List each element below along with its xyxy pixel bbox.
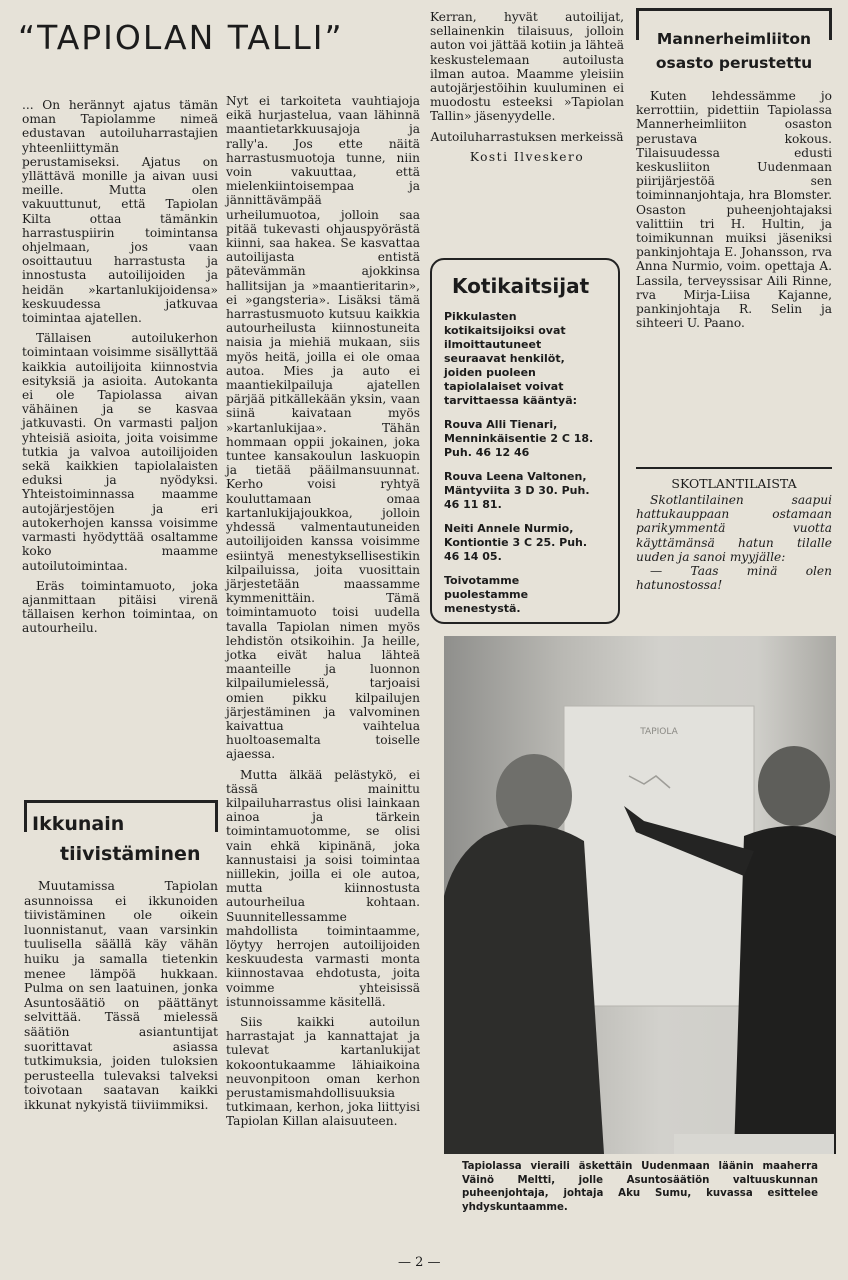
- skotlanti-body: Skotlantilainen saapui hattukauppaan ostamaan parikymmentä vuotta käyttämänsä hatun tilalle uuden ja sanoi myyjälle:: [636, 493, 832, 564]
- main-article-col1: [22, 98, 218, 642]
- mannerheim-heading: [636, 8, 832, 75]
- photo-illustration: [444, 636, 836, 1154]
- window-article: [24, 800, 218, 1119]
- main-article-col3: [430, 10, 624, 170]
- kotikaitsijat-entry: Neiti Annele Nurmio, Kontiontie 3 C 25. Puh. 46 14 05.: [444, 522, 588, 563]
- heading-bar-right: [215, 800, 218, 832]
- window-article-title-line1: Ikkunain: [32, 813, 125, 835]
- photo: [444, 636, 836, 1154]
- kotikaitsijat-entry: Rouva Alli Tienari, Menninkäisentie 2 C 18. Puh. 46 12 46: [444, 418, 594, 459]
- main-article-paragraph: Eräs toimintamuoto, joka ajanmittaan pitäisi virenä tällaisen kerhon toimintaa, on autourheilu.: [22, 578, 218, 636]
- mannerheim-body: Kuten lehdessämme jo kerrottiin, pidettiin Tapiolassa Mannerheimliiton osaston perustava kokous. Tilaisuudessa edusti keskusliiton Uudenmaan piirijärjestöä sen toiminnanjohtaja, hra Blomster. Osaston puheenjohtajaksi valittiin tri H. Hultin, ja toimikunnan muiksi jäseniksi pankinjohtaja E. Johansson, rva Anna Nurmio, voim. opettaja A. Lassila, terveyssisar Aili Rinne, rva Mirja-Liisa Kajanne, pankinjohtaja R. Selin ja sihteeri U. Paano.: [636, 89, 832, 331]
- main-article-paragraph: ... On herännyt ajatus tämän oman Tapiolamme nimeä edustavan autoiluharrastajien yhteenliittymän perustamiseksi. Ajatus on yllättävä monille ja aivan uusi meille. Mutta olen vakuuttunut, että Tapiolan Kilta ottaa tämänkin harrastuspiirin toimintansa ohjelmaan, jos vaan osoittautuu harrastusta ja innostusta autoilijoiden ja heidän »kartanlukijoidensa» keskuudessa jatkuvaa toimintaa ajatellen.: [22, 98, 218, 326]
- window-article-heading: [24, 800, 218, 869]
- mannerheim-title-line2: osasto perustettu: [655, 54, 813, 72]
- table-edge: [674, 1134, 834, 1154]
- photo-caption: Tapiolassa vieraili äskettäin Uudenmaan läänin maaherra Väinö Meltti, jolle Asuntosäätiön valtuuskunnan puheenjohtaja, johtaja Aku Sumu, kuvassa esittelee yhdyskuntaamme.: [462, 1161, 818, 1213]
- mannerheim-title-line1: Mannerheimliiton: [656, 30, 812, 48]
- main-article-paragraph: Nyt ei tarkoiteta vauhtiajoja eikä hurjastelua, vaan lähinnä maantietarkkuusajoja ja rally'a. Jos ette näitä harrastusmuotoja tunne, niin voin vakuuttaa, että mielenkiintoisempaa ja jännittävämpää urheilumuotoa, jolloin saa pitää tukevasti ohjauspyörästä kiinni, saa hakea. Se kasvattaa autoilijasta entistä pätevämmän ajokkinsa hallitsijan ja »maantieritarin», ei »gangsteria». Lisäksi tämä harrastusmuoto kutsuu kaikkia autourheilusta kiinnostuneita naisia ja miehiä mukaan, siis myös heitä, joilla ei ole omaa autoa. Mies ja auto ei maantiekilpailuja ajatellen pärjää pitkällekään yksin, vaan siinä kaivataan myös »kartanlukijaa». Tähän hommaan oppii jokainen, joka tuntee kansakoulun laskuopin ja tietää pääilmansuunnat. Kerho voisi ryhtyä kouluttamaan omaa kartanlukijajoukkoa, jolloin yhdessä valmentautuneiden autoilijoiden kanssa voisimme esiintyä menestyksellisestikin kilpailuissa, joita vuosittain järjestetään maassamme kymmenittäin. Tämä toimintamuoto toisi uudella tavalla Tapiolan nimen myös lehdistön otsikoihin. Ja heille, jotka eivät halua lähteä maanteille ja luonnon kilpailumielessä, tarjoaisi omien pikku kilpailujen järjestäminen ja valvominen kaivattua vaihtelua huoltoasemalta toiselle ajaessa.: [226, 94, 420, 762]
- kotikaitsijat-entry: Rouva Leena Valtonen, Mäntyviita 3 D 30. Puh. 46 11 81.: [444, 470, 590, 511]
- main-article-paragraph: Siis kaikki autoilun harrastajat ja kannattajat ja tulevat kartanlukijat kokoontukaamme lähiaikoina neuvonpitoon oman kerhon perustamismahdollisuuksia tutkimaan, kerhon, joka liittyisi Tapiolan Killan alaisuuteen.: [226, 1015, 420, 1129]
- man-left-suit: [444, 825, 604, 1154]
- main-article-author: Kosti Ilveskero: [469, 149, 585, 164]
- page-number: — 2 —: [398, 1255, 441, 1270]
- main-article-col2: [226, 94, 420, 1135]
- map-label: TAPIOLA: [640, 727, 678, 737]
- kotikaitsijat-box: [430, 258, 620, 624]
- skotlanti-title: SKOTLANTILAISTA: [671, 476, 797, 491]
- man-right-suit: [734, 826, 836, 1154]
- kotikaitsijat-outro: Toivotamme puolestamme menestystä.: [444, 574, 529, 615]
- main-article-paragraph: Kerran, hyvät autoilijat, sellainenkin tilaisuus, jolloin auton voi jättää kotiin ja lähteä keskustelemaan autoilusta ilman autoa. Maamme yleisiin autojärjestöihin kuuluminen ei muodostu esteeksi »Tapiolan Tallin» jäsenyydelle.: [430, 10, 624, 124]
- skotlanti-body-wrap: [636, 493, 832, 592]
- mannerheim-body-wrap: [636, 89, 832, 330]
- kotikaitsijat-intro: Pikkulasten kotikaitsijoiksi ovat ilmoittautuneet seuraavat henkilöt, joiden puoleen tapiolalaiset voivat tarvittaessa kääntyä:: [444, 310, 578, 407]
- main-article-paragraph: Tällaisen autoilukerhon toimintaan voisimme sisällyttää kaikkia autoilijoita kiinnostvia esityksiä ja asioita. Autokanta ei ole Tapiolassa aivan vähäinen ja se kasvaa jatkuvasti. On varmasti paljon yhteisiä asioita, joita voisimme tutkia ja valvoa autoilijoiden sekä kaikkien tapiolalaisten eduksi ja nyödyksi. Yhteistoiminnassa maamme autojärjestöjen ja eri autokerhojen kanssa voisimme varmasti hyödyttää osaltamme koko maamme autoilutoimintaa.: [22, 331, 218, 573]
- window-article-body: Muutamissa Tapiolan asunnoissa ei ikkunoiden tiivistäminen ole oikein luonnistanut, vaan varsinkin tuulisella säällä käy vähän huiku ja samalla tietenkin menee lämpöä hukkaan. Pulma on sen laatuinen, jonka Asuntosäätiö on päättänyt selvittää. Tässä mielessä säätiön asiantuntijat suorittavat asiassa tutkimuksia, joiden tuloksien perusteella tulevaksi talveksi toivotaan saatavan kaikki ikkunat nykyistä tiiviimmiksi.: [24, 878, 218, 1112]
- mannerheim-article: [636, 8, 832, 336]
- heading-bar-left: [24, 800, 27, 832]
- kotikaitsijat-title: Kotikaitsijat: [452, 274, 590, 298]
- main-article-signoff: Autoiluharrastuksen merkeissä: [430, 129, 624, 144]
- window-article-body-wrap: [24, 879, 218, 1113]
- window-article-title-line2: tiivistäminen: [60, 843, 201, 865]
- skotlanti-article: [636, 476, 832, 592]
- heading-bar-right: [829, 8, 832, 40]
- heading-bar-left: [636, 8, 639, 40]
- skotlanti-quote: — Taas minä olen hatunostossa!: [636, 564, 832, 593]
- man-right-head: [758, 746, 830, 826]
- main-article-title: “TAPIOLAN TALLI”: [18, 18, 344, 57]
- main-article-paragraph: Mutta älkää pelästykö, ei tässä mainittu kilpailuharrastus olisi lainkaan ainoa ja tärkein toimintamuotomme, se olisi vain ehkä kipinänä, joka kannustaisi ja soisi toimintaa niillekin, joilla ei ole autoa, mutta kiinnostusta autourheilua kohtaan. Suunnitellessamme mahdollista toimintaamme, löytyy herrojen autoilijoiden keskuudesta varmasti monta kiinnostavaa ehdotusta, joita voimme yhteisissä istunnoissamme käsitellä.: [226, 767, 420, 1009]
- section-divider: [636, 467, 832, 469]
